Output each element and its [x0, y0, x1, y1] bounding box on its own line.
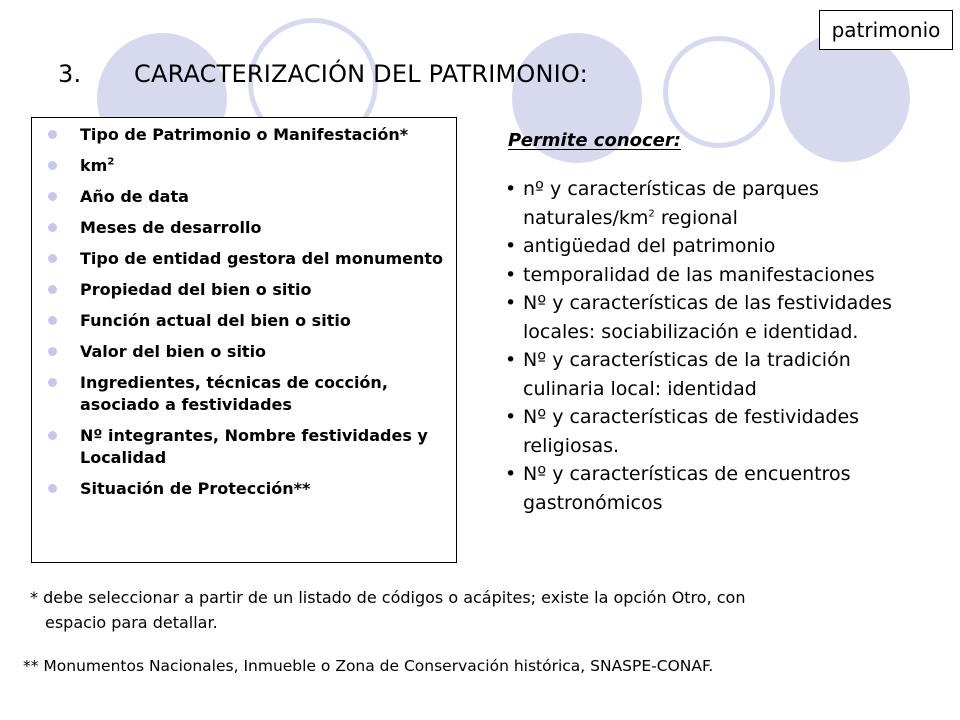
list-item: • Nº y características de encuentros gastronómicos	[505, 460, 925, 517]
list-item: Año de data	[32, 186, 456, 208]
bullet-icon	[48, 431, 57, 440]
list-item: $km^2$	[32, 155, 456, 177]
footnote-protection: ** Monumentos Nacionales, Inmueble o Zona de Conservación histórica, SNASPE-CONAF.	[23, 657, 714, 675]
list-item: Nº integrantes, Nombre festividades y Localidad	[32, 425, 456, 469]
outcomes-list	[505, 175, 925, 517]
list-item: • Nº y características de la tradición culinaria local: identidad	[505, 346, 925, 403]
bullet-icon	[48, 254, 57, 263]
superscript: 2	[648, 208, 655, 220]
list-item: • Nº y características de las festividades locales: sociabilización e identidad.	[505, 289, 925, 346]
superscript: 2	[107, 156, 115, 168]
footnote-line: espacio para detallar.	[45, 613, 218, 632]
list-item: • antigüedad del patrimonio	[505, 232, 925, 261]
footnote-codes	[30, 585, 890, 635]
list-item: • temporalidad de las manifestaciones	[505, 261, 925, 290]
bullet-icon: •	[505, 463, 517, 485]
list-item: Tipo de entidad gestora del monumento	[32, 248, 456, 270]
patrimonio-tag: patrimonio	[819, 10, 953, 50]
bullet-icon	[48, 347, 57, 356]
bullet-icon: •	[505, 178, 517, 200]
title-number: 3.	[58, 60, 82, 88]
bullet-icon	[48, 484, 57, 493]
fields-box	[31, 117, 457, 563]
list-item: Propiedad del bien o sitio	[32, 279, 456, 301]
list-item: Función actual del bien o sitio	[32, 310, 456, 332]
bullet-icon	[48, 285, 57, 294]
list-item: Valor del bien o sitio	[32, 341, 456, 363]
right-heading: Permite conocer:	[508, 130, 681, 151]
list-item: Meses de desarrollo	[32, 217, 456, 239]
bullet-icon	[48, 316, 57, 325]
fields-list	[32, 118, 456, 500]
list-item: Tipo de Patrimonio o Manifestación*	[32, 124, 456, 146]
bullet-icon	[48, 161, 57, 170]
decorative-circle	[780, 32, 910, 162]
bullet-icon: •	[505, 263, 517, 286]
title-text: CARACTERIZACIÓN DEL PATRIMONIO:	[134, 60, 588, 88]
bullet-icon: •	[505, 292, 517, 314]
bullet-icon: •	[505, 406, 517, 428]
list-item: • Nº y características de festividades religiosas.	[505, 403, 925, 460]
list-item: Ingredientes, técnicas de cocción, asociado a festividades	[32, 372, 456, 416]
footnote-line: * debe seleccionar a partir de un listado de códigos o acápites; existe la opción Otro, con	[30, 588, 746, 607]
bullet-icon: •	[505, 349, 517, 371]
bullet-icon	[48, 223, 57, 232]
list-item: • nº y características de parques naturales/$km^2$ regional	[505, 175, 925, 232]
bullet-icon: •	[505, 235, 517, 257]
slide-title	[58, 60, 588, 88]
list-item: Situación de Protección**	[32, 478, 456, 500]
bullet-icon	[48, 192, 57, 201]
bullet-icon	[48, 378, 57, 387]
bullet-icon	[48, 130, 57, 139]
